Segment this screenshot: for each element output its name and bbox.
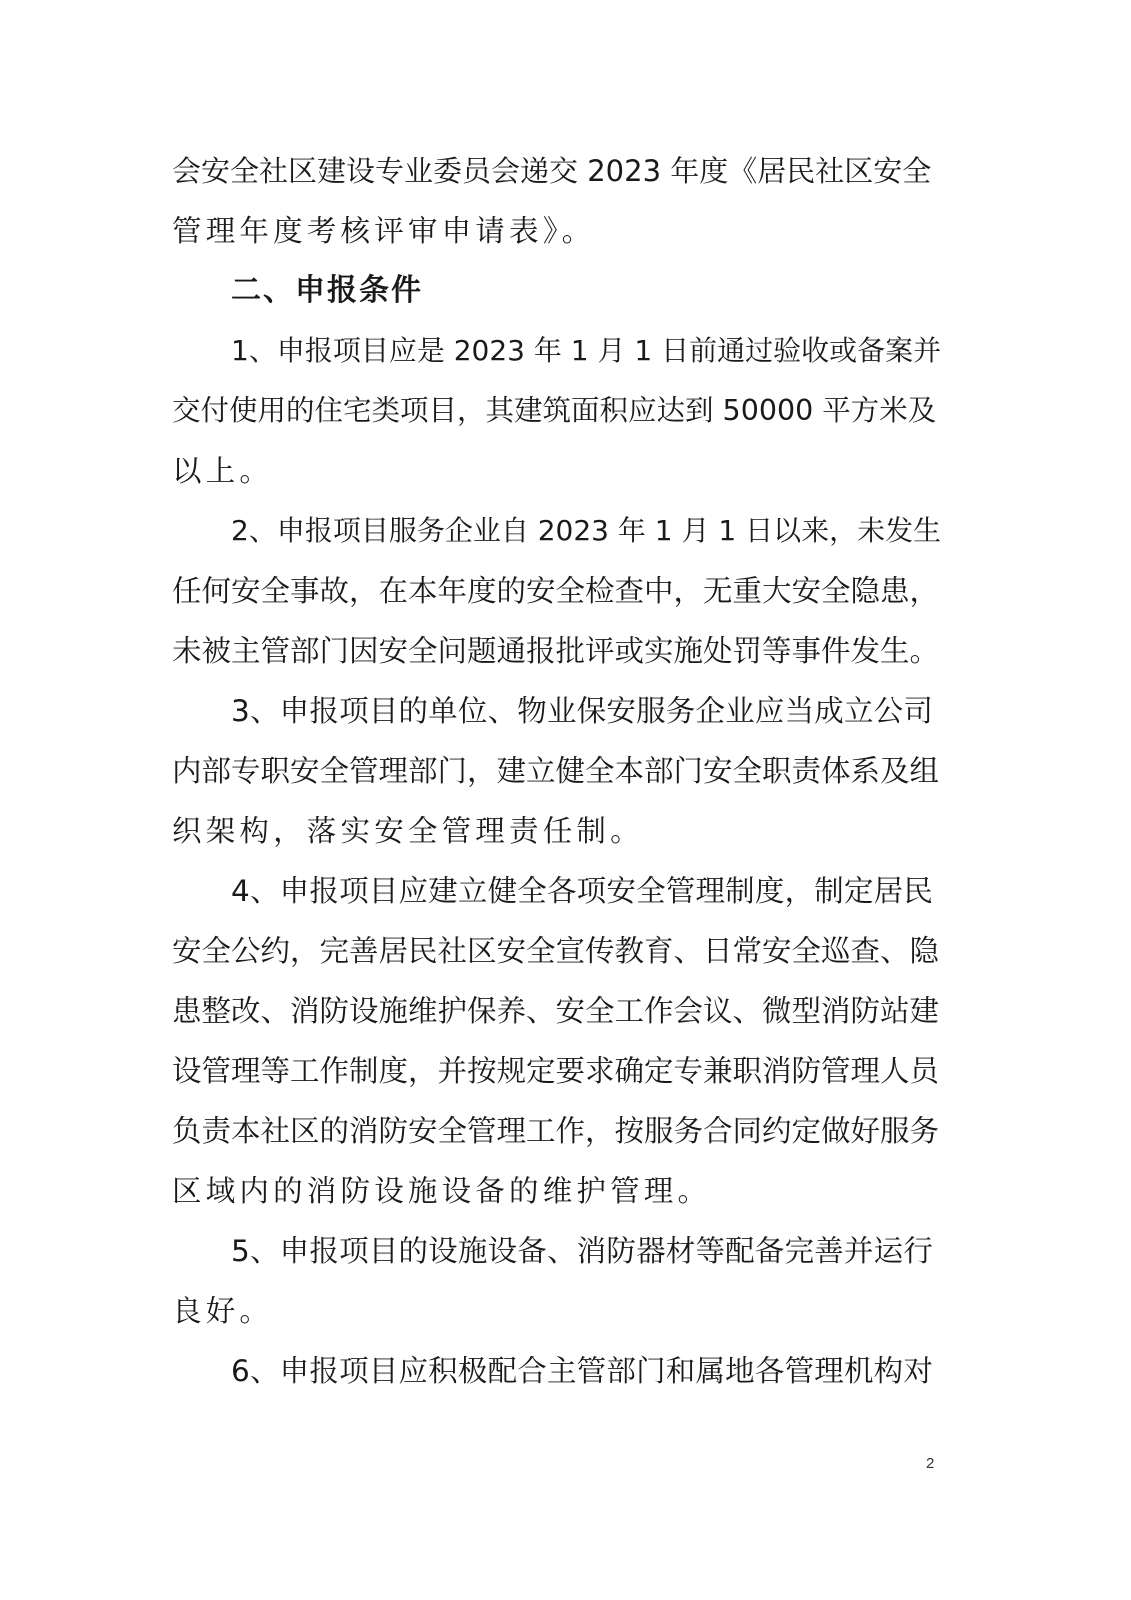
text-line: 良好。 [172,1294,274,1328]
text-line: 6、申报项目应积极配合主管部门和属地各管理机构对 [231,1354,934,1388]
text-line: 以上。 [172,454,274,488]
text-line: 5、申报项目的设施设备、消防器材等配备完善并运行 [231,1234,934,1268]
text-line: 2、申报项目服务企业自 2023 年 1 月 1 日以来，未发生 [231,514,942,547]
text-line: 安全公约，完善居民社区安全宣传教育、日常安全巡查、隐 [172,934,940,968]
section-heading: 二、申报条件 [231,273,423,308]
text-line: 区域内的消防设施设备的维护管理。 [172,1174,712,1208]
text-line: 交付使用的住宅类项目，其建筑面积应达到 50000 平方米及 [172,394,937,427]
text-line: 织架构，落实安全管理责任制。 [172,814,644,848]
text-line: 患整改、消防设施维护保养、安全工作会议、微型消防站建 [172,994,940,1028]
text-line: 4、申报项目应建立健全各项安全管理制度，制定居民 [231,874,934,908]
text-line: 1、申报项目应是 2023 年 1 月 1 日前通过验收或备案并 [231,334,942,367]
text-line: 会安全社区建设专业委员会递交 2023 年度《居民社区安全 [172,154,932,188]
text-line: 设管理等工作制度，并按规定要求确定专兼职消防管理人员 [172,1054,940,1088]
text-line: 未被主管部门因安全问题通报批评或实施处罚等事件发生。 [172,634,940,668]
text-line: 内部专职安全管理部门，建立健全本部门安全职责体系及组 [172,754,940,788]
text-line: 管理年度考核评审申请表》。 [172,214,596,248]
text-line: 任何安全事故，在本年度的安全检查中，无重大安全隐患， [172,574,940,608]
text-line: 负责本社区的消防安全管理工作，按服务合同约定做好服务 [172,1114,940,1148]
text-line: 3、申报项目的单位、物业保安服务企业应当成立公司 [231,694,934,728]
page-number: 2 [926,1455,935,1472]
